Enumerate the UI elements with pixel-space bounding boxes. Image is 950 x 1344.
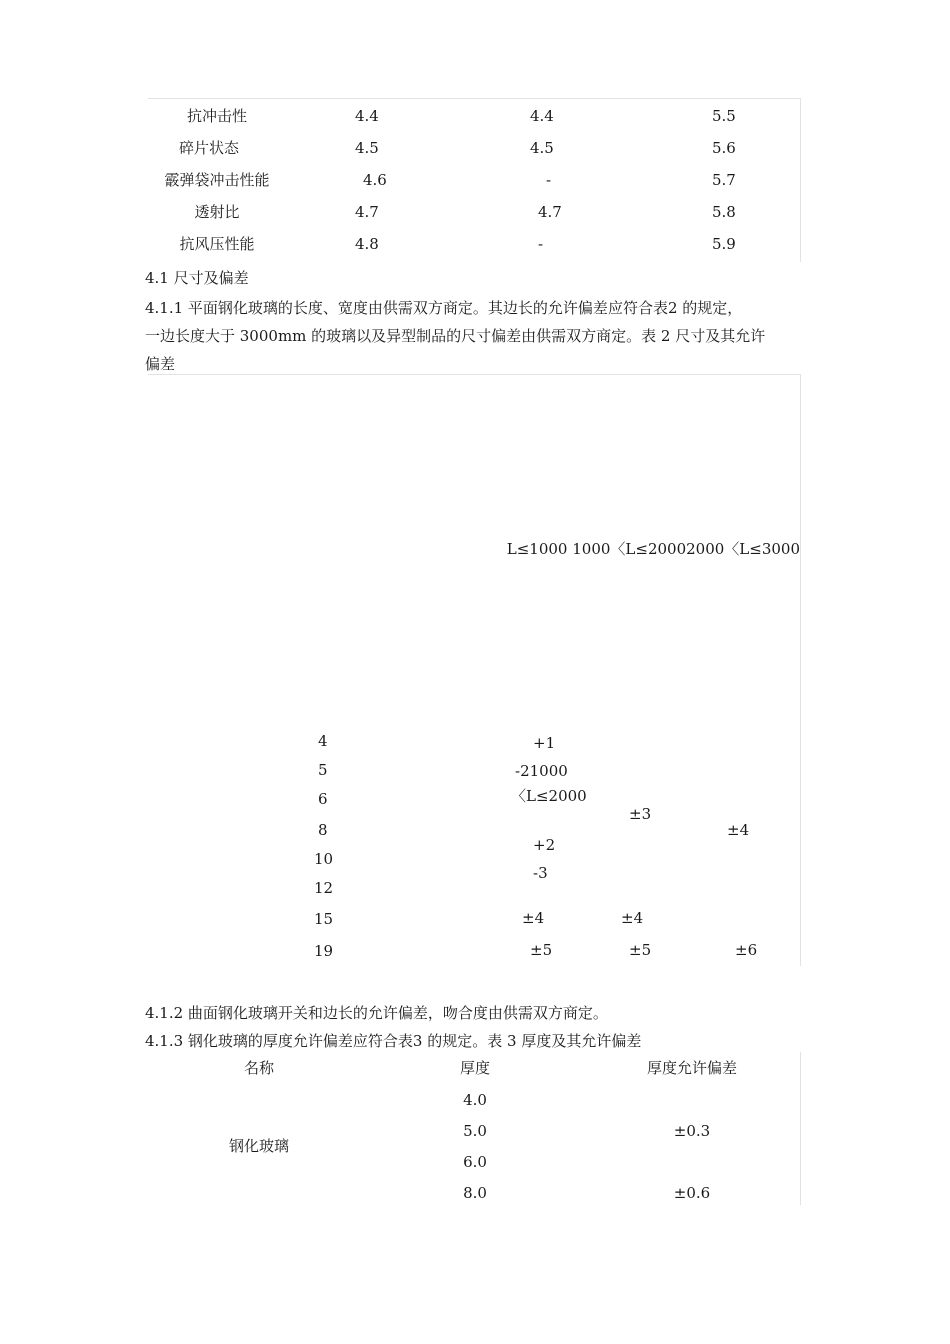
table-1-row-3-c1: 4.6 — [363, 171, 387, 189]
table-3-thickness-2: 5.0 — [463, 1122, 487, 1140]
table-1-row-4-c2: 4.7 — [538, 203, 562, 221]
section-4-1-1-line-3: 偏差 — [145, 355, 176, 373]
table-1-row-5-c2: - — [538, 235, 544, 253]
table-2-thickness-5: 10 — [314, 850, 334, 868]
section-4-1-3: 4.1.3 钢化玻璃的厚度允许偏差应符合表3 的规定。表 3 厚度及其允许偏差 — [145, 1032, 642, 1050]
table-2-col1-value-6: ±4 — [522, 909, 545, 927]
table-3-thickness-3: 6.0 — [463, 1153, 487, 1171]
table-2-thickness-6: 12 — [314, 879, 334, 897]
table-1-row-2-c1: 4.5 — [355, 139, 379, 157]
table-1-right-border — [800, 98, 801, 262]
table-1-row-3-c3: 5.7 — [712, 171, 736, 189]
table-2-thickness-8: 19 — [314, 942, 334, 960]
table-2-col3-value-1: ±4 — [727, 821, 750, 839]
table-3-tolerance-2: ±0.6 — [673, 1184, 711, 1202]
table-1-row-2-c2: 4.5 — [530, 139, 554, 157]
table-1-row-4-c1: 4.7 — [355, 203, 379, 221]
section-4-1-2: 4.1.2 曲面钢化玻璃开关和边长的允许偏差，吻合度由供需双方商定。 — [145, 1004, 608, 1022]
section-4-1-1-line-2: 一边长度大于 3000mm 的玻璃以及异型制品的尺寸偏差由供需双方商定。表 2 尺寸及其允许 — [145, 327, 766, 345]
table-2-thickness-4: 8 — [318, 821, 328, 839]
table-1-top-border — [148, 98, 800, 99]
section-4-1-1-line-1: 4.1.1 平面钢化玻璃的长度、宽度由供需双方商定。其边长的允许偏差应符合表2 的规定， — [145, 299, 743, 317]
table-2-length-header: L≤1000 1000〈L≤20002000〈L≤3000 — [506, 540, 800, 558]
table-1-row-3-name: 霰弹袋冲击性能 — [164, 171, 270, 189]
table-1-row-1-c2: 4.4 — [530, 107, 554, 125]
table-2-top-border — [148, 374, 800, 375]
table-2-col2-value-2: ±4 — [621, 909, 644, 927]
table-1-row-5-c3: 5.9 — [712, 235, 736, 253]
table-1-row-2-name: 碎片状态 — [178, 139, 240, 157]
table-2-thickness-3: 6 — [318, 790, 328, 808]
table-2-thickness-7: 15 — [314, 910, 334, 928]
table-2-col2-value-1: ±3 — [629, 805, 652, 823]
table-1-row-5-c1: 4.8 — [355, 235, 379, 253]
table-1-row-5-name: 抗风压性能 — [179, 235, 255, 253]
table-3-header-thickness: 厚度 — [459, 1059, 491, 1077]
table-1-row-3-c2: - — [546, 171, 552, 189]
table-2-col3-value-2: ±6 — [735, 941, 758, 959]
table-3-header-tolerance: 厚度允许偏差 — [646, 1059, 738, 1077]
table-2-col1-value-7: ±5 — [530, 941, 553, 959]
table-2-col2-value-3: ±5 — [629, 941, 652, 959]
table-2-col1-value-1: +1 — [533, 734, 556, 752]
table-3-tolerance-1: ±0.3 — [673, 1122, 711, 1140]
table-3-thickness-4: 8.0 — [463, 1184, 487, 1202]
table-3-header-name: 名称 — [243, 1059, 275, 1077]
table-2-col1-value-3: 〈L≤2000 — [511, 787, 587, 805]
table-2-right-border — [800, 374, 801, 966]
table-2-col1-value-2: -21000 — [515, 762, 568, 780]
table-2-thickness-1: 4 — [318, 732, 328, 750]
table-2-col1-value-4: +2 — [533, 836, 556, 854]
table-1-row-4-name: 透射比 — [194, 203, 240, 221]
table-1-row-1-c3: 5.5 — [712, 107, 736, 125]
table-1-row-1-name: 抗冲击性 — [186, 107, 248, 125]
table-1-row-4-c3: 5.8 — [712, 203, 736, 221]
table-2-thickness-2: 5 — [318, 761, 328, 779]
table-3-thickness-1: 4.0 — [463, 1091, 487, 1109]
table-1-row-1-c1: 4.4 — [355, 107, 379, 125]
table-3-right-border — [800, 1052, 801, 1205]
table-3-name-cell: 钢化玻璃 — [228, 1137, 290, 1155]
table-1-row-2-c3: 5.6 — [712, 139, 736, 157]
table-2-col1-value-5: -3 — [533, 864, 548, 882]
section-4-1-heading: 4.1 尺寸及偏差 — [145, 269, 249, 287]
